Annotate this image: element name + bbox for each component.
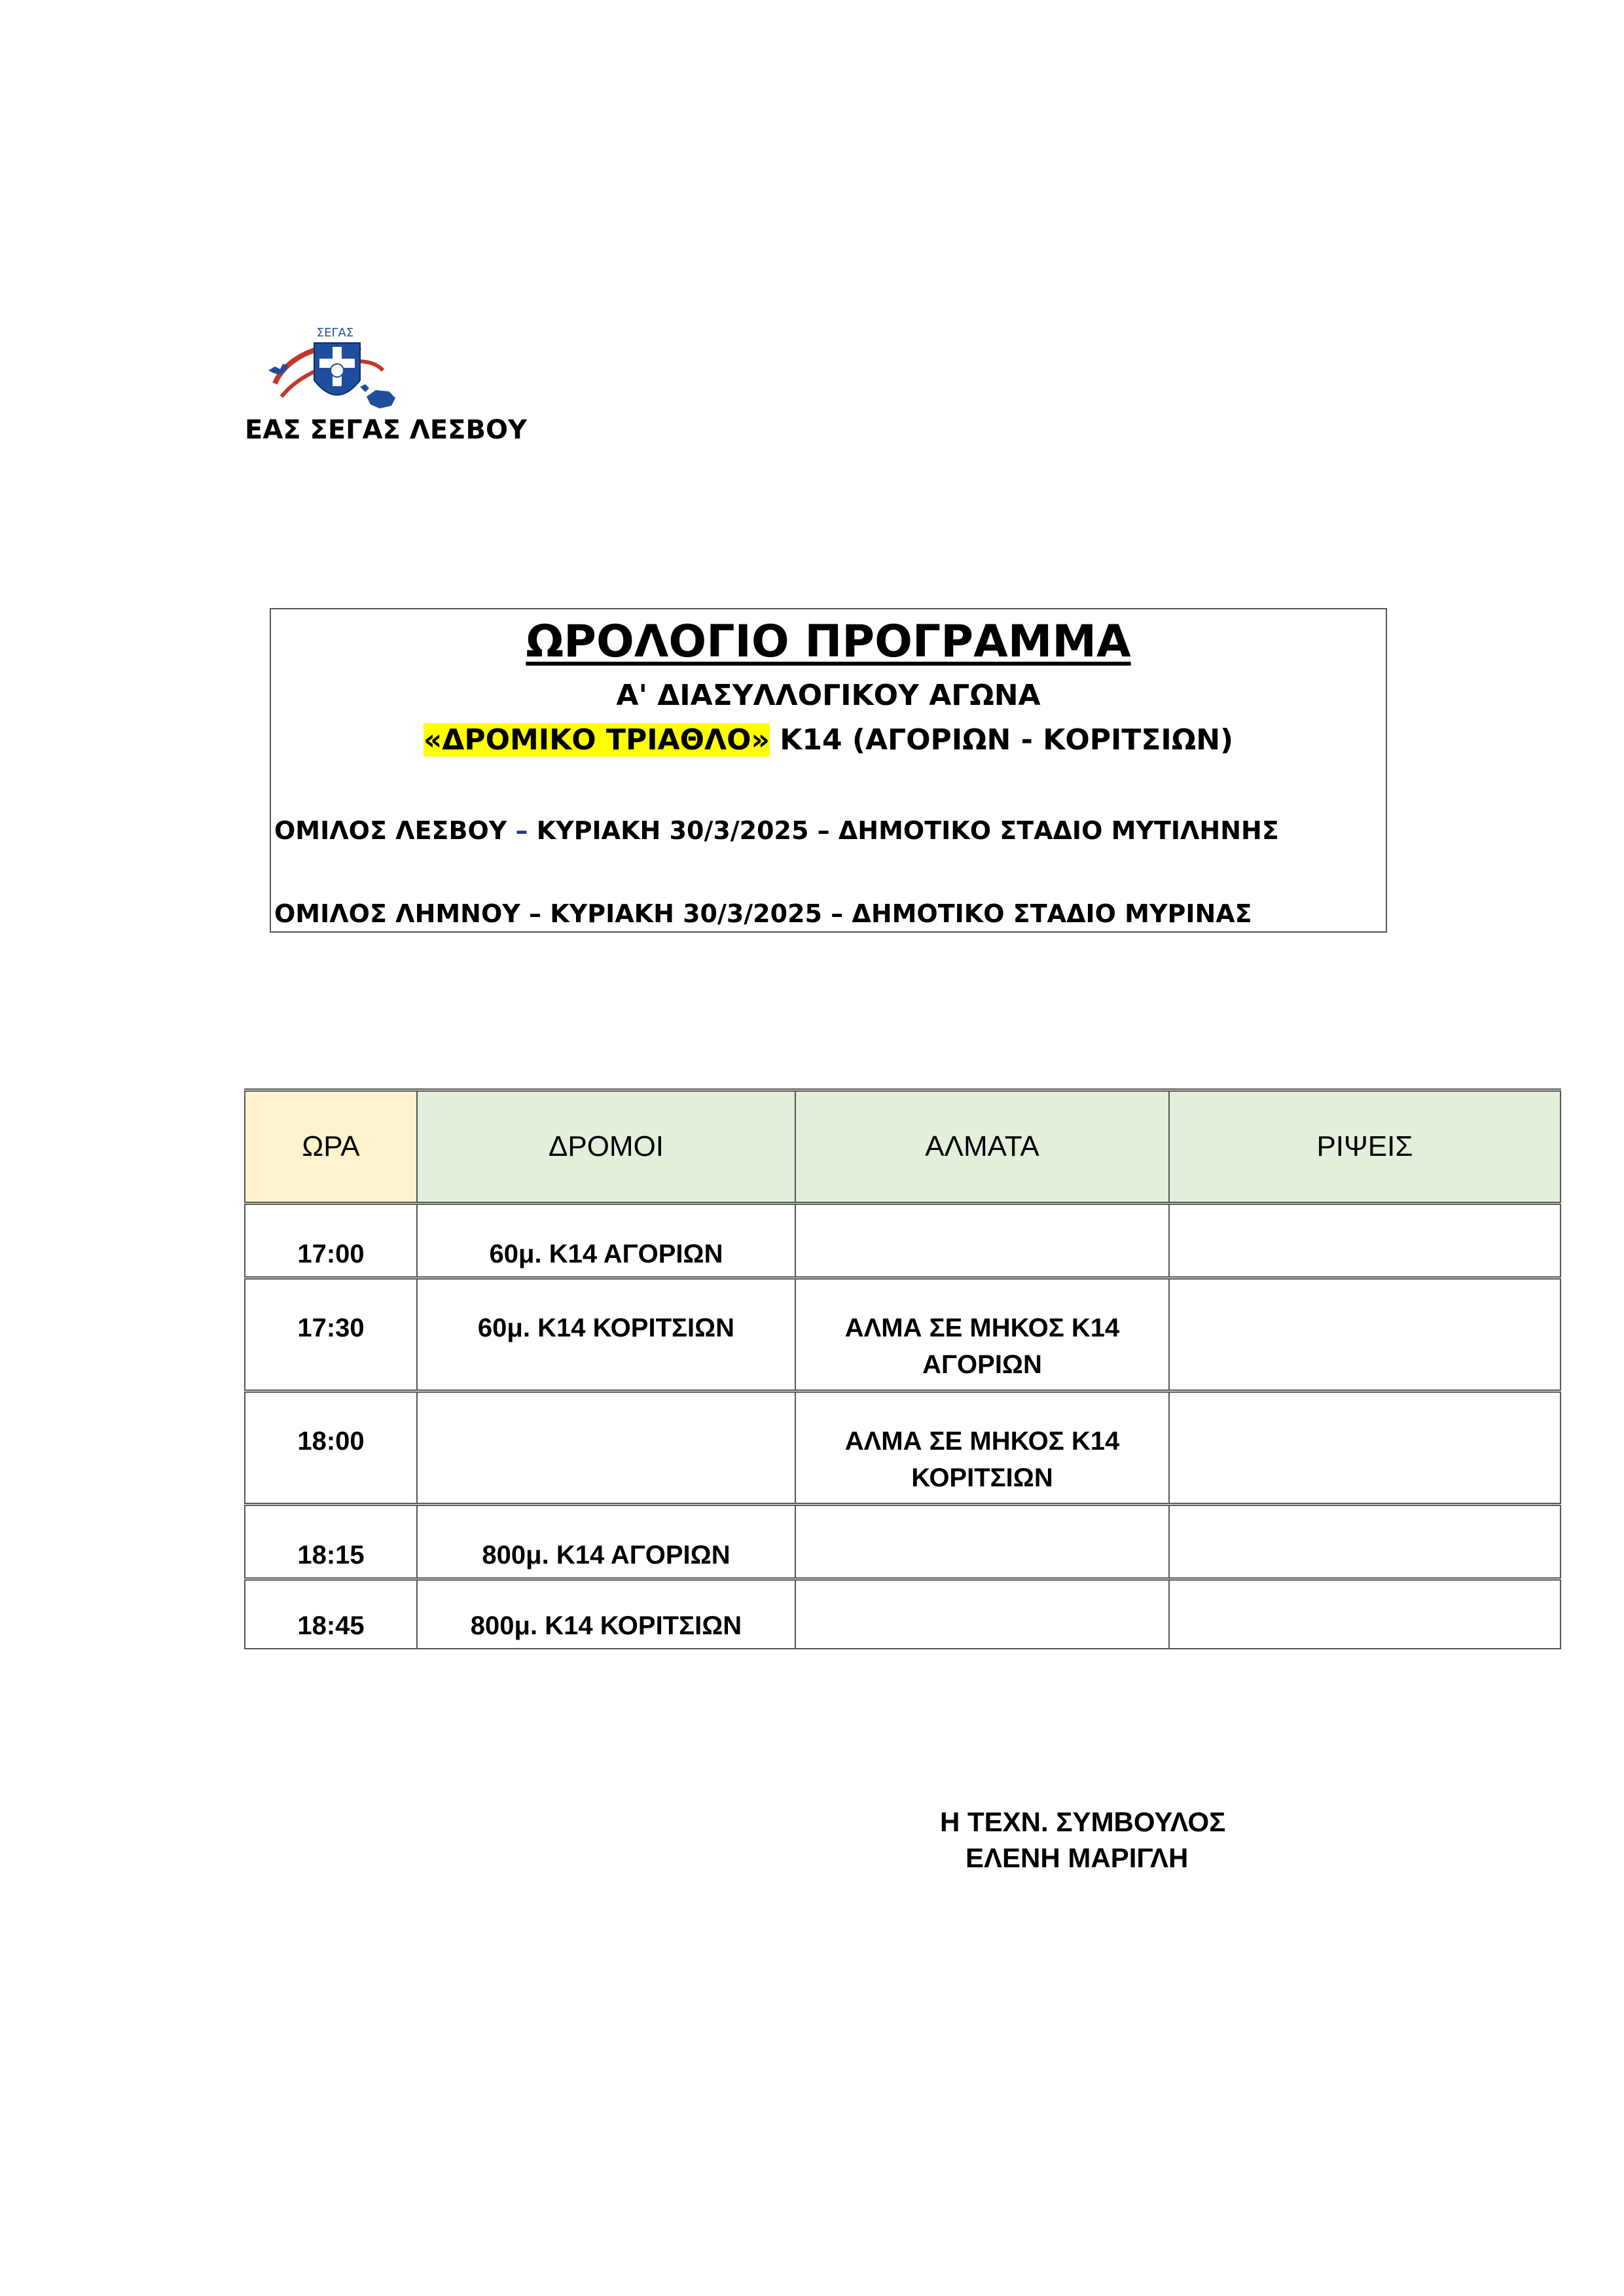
cell-jumps xyxy=(795,1204,1169,1278)
table-row xyxy=(245,1278,1561,1391)
cell-time: 18:00 xyxy=(245,1391,417,1505)
cell-runs: 60μ. Κ14 ΑΓΟΡΙΩΝ xyxy=(417,1204,795,1278)
table-row xyxy=(245,1391,1561,1505)
cell-runs: 800μ. Κ14 ΚΟΡΙΤΣΙΩΝ xyxy=(417,1579,795,1649)
table-row xyxy=(245,1204,1561,1278)
event-category: Κ14 (ΑΓΟΡΙΩΝ - ΚΟΡΙΤΣΙΩΝ) xyxy=(769,723,1234,757)
page-title: ΩΡΟΛΟΓΙΟ ΠΡΟΓΡΑΜΜΑ xyxy=(526,616,1131,668)
logo-text: ΣΕΓΑΣ xyxy=(316,326,354,340)
segas-emblem-icon xyxy=(262,325,406,416)
header-throws: ΡΙΨΕΙΣ xyxy=(1169,1090,1561,1204)
event-name-highlight: «ΔΡΟΜΙΚΟ ΤΡΙΑΘΛΟ» xyxy=(423,723,770,757)
header-box xyxy=(270,608,1387,933)
cell-throws xyxy=(1169,1278,1561,1391)
schedule-table xyxy=(244,1088,1561,1649)
header-jumps: ΑΛΜΑΤΑ xyxy=(795,1090,1169,1204)
group-lesvos-dash: – xyxy=(515,816,528,845)
cell-throws xyxy=(1169,1505,1561,1579)
table-row xyxy=(245,1579,1561,1649)
cell-jumps xyxy=(795,1505,1169,1579)
group-lesvos-line xyxy=(274,816,1279,845)
cell-time: 17:30 xyxy=(245,1278,417,1391)
group-limnos-line: ΟΜΙΛΟΣ ΛΗΜΝΟΥ – ΚΥΡΙΑΚΗ 30/3/2025 – ΔΗΜΟΤΙΚΟ ΣΤΑΔΙΟ ΜΥΡΙΝΑΣ xyxy=(274,899,1252,928)
cell-jumps xyxy=(795,1579,1169,1649)
group-lesvos-label: ΟΜΙΛΟΣ ΛΕΣΒΟΥ xyxy=(274,816,516,845)
cell-runs: 800μ. Κ14 ΑΓΟΡΙΩΝ xyxy=(417,1505,795,1579)
event-line xyxy=(271,723,1386,757)
table-row xyxy=(245,1505,1561,1579)
cell-time: 18:15 xyxy=(245,1505,417,1579)
cell-runs xyxy=(417,1391,795,1505)
header-time: ΩΡΑ xyxy=(245,1090,417,1204)
header-runs: ΔΡΟΜΟΙ xyxy=(417,1090,795,1204)
cell-time: 17:00 xyxy=(245,1204,417,1278)
group-lesvos-details: ΚΥΡΙΑΚΗ 30/3/2025 – ΔΗΜΟΤΙΚΟ ΣΤΑΔΙΟ ΜΥΤΙΛΗΝΗΣ xyxy=(528,816,1279,845)
cell-time: 18:45 xyxy=(245,1579,417,1649)
page-subtitle: Α' ΔΙΑΣΥΛΛΟΓΙΚΟΥ ΑΓΩΝΑ xyxy=(616,679,1041,712)
cell-throws xyxy=(1169,1579,1561,1649)
cell-runs: 60μ. Κ14 ΚΟΡΙΤΣΙΩΝ xyxy=(417,1278,795,1391)
cell-throws xyxy=(1169,1204,1561,1278)
segas-logo xyxy=(262,325,406,416)
table-header-row xyxy=(245,1090,1561,1204)
signature-role: Η ΤΕΧΝ. ΣΥΜΒΟΥΛΟΣ xyxy=(940,1806,1226,1837)
org-name: ΕΑΣ ΣΕΓΑΣ ΛΕΣΒΟΥ xyxy=(245,415,527,445)
signature-name: ΕΛΕΝΗ ΜΑΡΙΓΛΗ xyxy=(965,1842,1189,1873)
cell-jumps: ΑΛΜΑ ΣΕ ΜΗΚΟΣ Κ14 ΑΓΟΡΙΩΝ xyxy=(795,1278,1169,1391)
cell-throws xyxy=(1169,1391,1561,1505)
cell-jumps: ΑΛΜΑ ΣΕ ΜΗΚΟΣ Κ14 ΚΟΡΙΤΣΙΩΝ xyxy=(795,1391,1169,1505)
